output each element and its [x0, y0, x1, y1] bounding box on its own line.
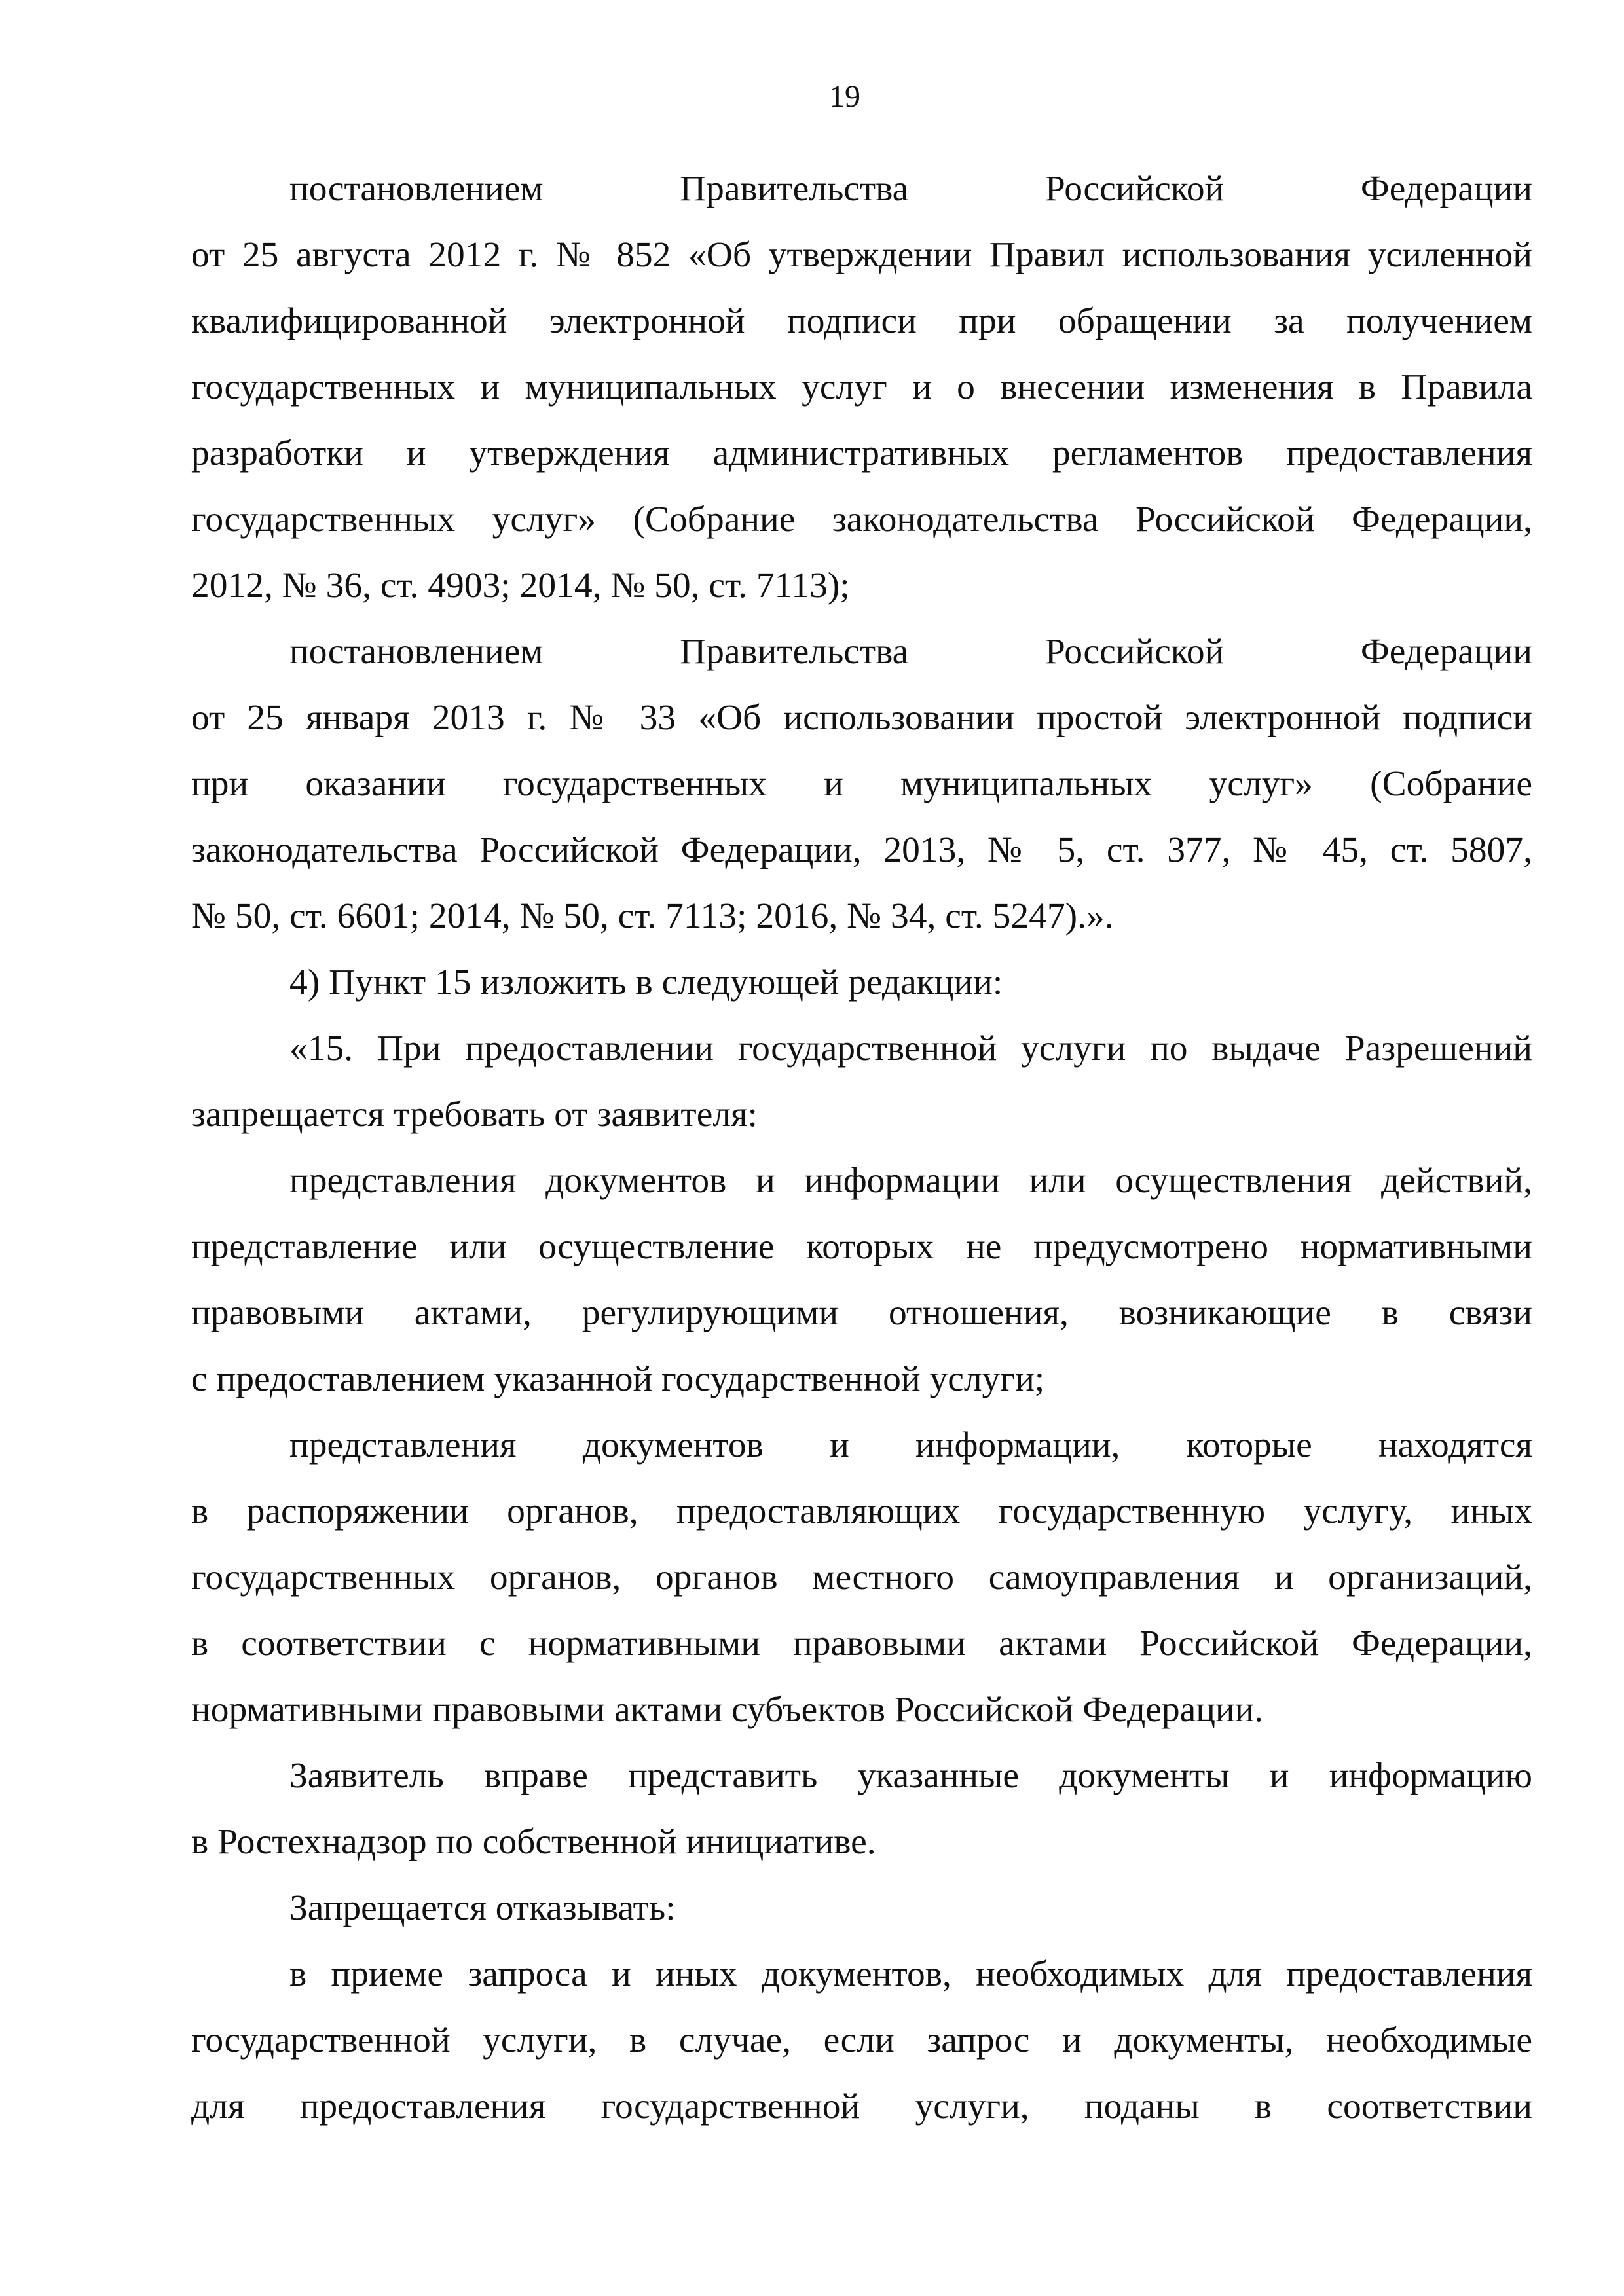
text-line-16: представления документов и информации или осуществления действий,: [289, 1161, 1532, 1201]
text-line-2: от 25 августа 2012 г. № 852 «Об утверждении Правил использования усиленной: [191, 235, 1532, 275]
text-line-29: государственной услуги, в случае, если запрос и документы, необходимые: [191, 2020, 1532, 2060]
text-line-6: государственных услуг» (Собрание законодательства Российской Федерации,: [191, 500, 1532, 539]
text-line-22: государственных органов, органов местного самоуправления и организаций,: [191, 1558, 1532, 1597]
text-line-30: для предоставления государственной услуги, поданы в соответствии: [191, 2086, 1532, 2126]
text-line-24: нормативными правовыми актами субъектов Российской Федерации.: [191, 1690, 1264, 1730]
text-line-10: при оказании государственных и муниципальных услуг» (Собрание: [191, 764, 1532, 804]
text-line-3: квалифицированной электронной подписи при обращении за получением: [191, 301, 1532, 341]
text-line-28: в приеме запроса и иных документов, необходимых для предоставления: [289, 1954, 1532, 1994]
text-line-15: запрещается требовать от заявителя:: [191, 1095, 758, 1135]
text-line-20: представления документов и информации, которые находятся: [289, 1425, 1532, 1465]
text-line-13: 4) Пункт 15 изложить в следующей редакции:: [289, 962, 1003, 1002]
text-line-25: Заявитель вправе представить указанные документы и информацию: [289, 1756, 1532, 1796]
text-line-17: представление или осуществление которых не предусмотрено нормативными: [191, 1227, 1532, 1267]
text-line-4: государственных и муниципальных услуг и о внесении изменения в Правила: [191, 367, 1532, 407]
text-line-1: постановлением Правительства Российской Федерации: [289, 169, 1532, 209]
text-line-21: в распоряжении органов, предоставляющих государственную услугу, иных: [191, 1491, 1532, 1531]
text-line-14: «15. При предоставлении государственной услуги по выдаче Разрешений: [289, 1029, 1532, 1068]
text-line-23: в соответствии с нормативными правовыми актами Российской Федерации,: [191, 1624, 1532, 1664]
text-line-26: в Ростехнадзор по собственной инициативе.: [191, 1822, 876, 1862]
document-body: [191, 156, 1532, 2140]
text-line-19: с предоставлением указанной государственной услуги;: [191, 1359, 1045, 1399]
text-line-8: постановлением Правительства Российской Федерации: [289, 632, 1532, 672]
text-line-27: Запрещается отказывать:: [289, 1888, 676, 1928]
text-line-7: 2012, № 36, ст. 4903; 2014, № 50, ст. 7113);: [191, 566, 850, 606]
text-line-5: разработки и утверждения административных регламентов предоставления: [191, 433, 1532, 473]
text-line-18: правовыми актами, регулирующими отношения, возникающие в связи: [191, 1293, 1532, 1333]
text-line-12: № 50, ст. 6601; 2014, № 50, ст. 7113; 2016, № 34, ст. 5247).».: [191, 896, 1114, 936]
text-line-11: законодательства Российской Федерации, 2013, № 5, ст. 377, № 45, ст. 5807,: [191, 830, 1532, 870]
page-number: 19: [829, 79, 860, 114]
text-line-9: от 25 января 2013 г. № 33 «Об использовании простой электронной подписи: [191, 698, 1532, 738]
